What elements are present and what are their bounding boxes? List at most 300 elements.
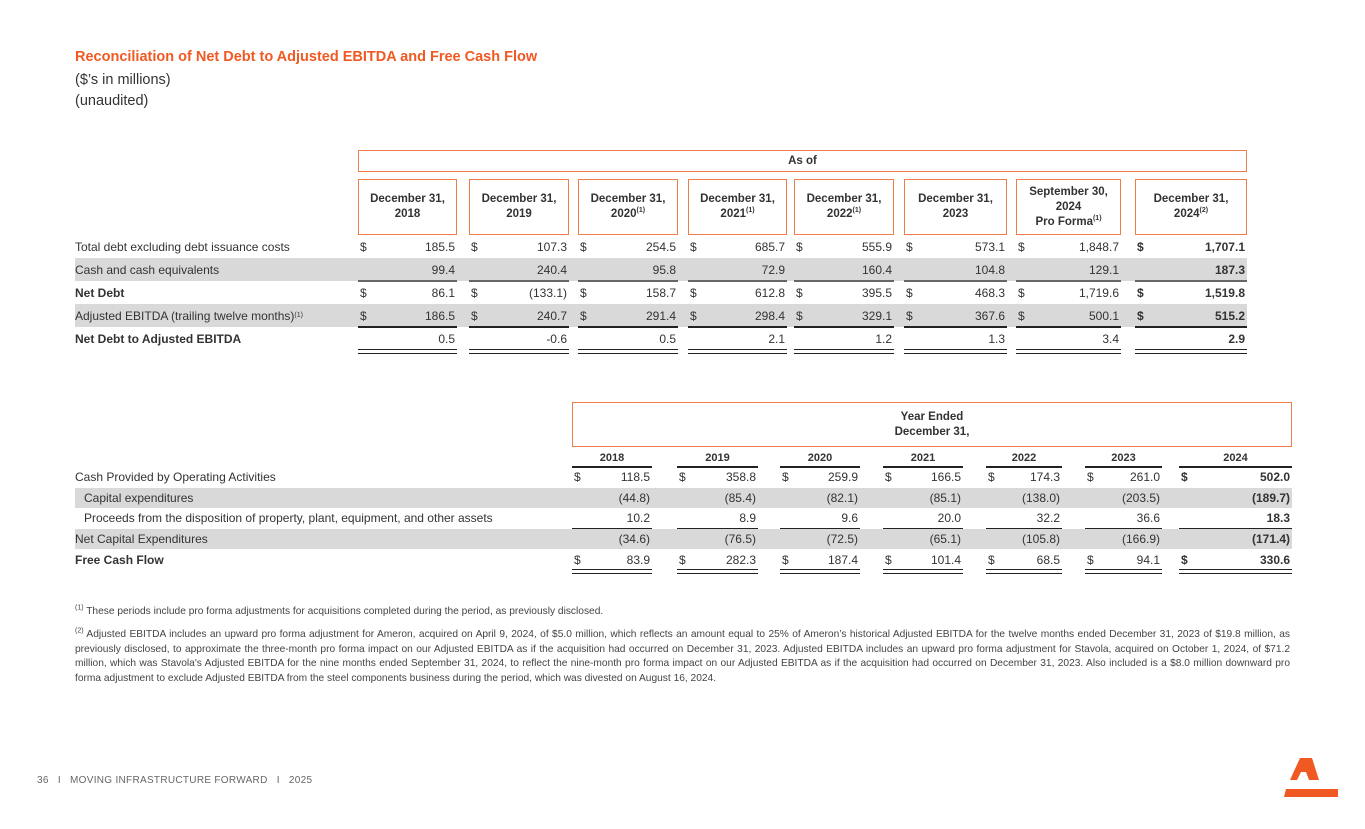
currency-symbol: $ — [580, 308, 587, 323]
currency-symbol: $ — [906, 285, 913, 300]
currency-symbol: $ — [690, 308, 697, 323]
cell-value: 367.6 — [974, 308, 1005, 323]
table-cell — [688, 304, 787, 327]
table-cell — [358, 304, 457, 327]
table-cell — [358, 235, 457, 258]
currency-symbol: $ — [1137, 285, 1144, 300]
double-underline — [572, 569, 652, 574]
cell-value: (85.4) — [724, 490, 756, 505]
underline — [688, 280, 787, 282]
cell-value: 187.4 — [827, 552, 858, 567]
cell-value: 298.4 — [754, 308, 785, 323]
underline — [780, 528, 860, 530]
footnote-ref: (1) — [636, 207, 646, 215]
currency-symbol: $ — [796, 308, 803, 323]
table-cell — [1135, 258, 1247, 281]
underline — [1085, 528, 1162, 530]
double-underline — [904, 349, 1007, 354]
double-underline — [986, 569, 1062, 574]
table-row — [75, 549, 1292, 570]
double-underline — [1016, 349, 1121, 354]
table-cell — [883, 549, 963, 570]
column-header-line: December 31, — [370, 193, 445, 205]
underline — [794, 326, 894, 328]
currency-symbol: $ — [580, 285, 587, 300]
column-header — [688, 179, 787, 235]
row-label: Cash Provided by Operating Activities — [75, 470, 276, 485]
footnote-ref: (2) — [1199, 207, 1209, 215]
cell-value: (72.5) — [826, 532, 858, 547]
cell-value: (76.5) — [724, 532, 756, 547]
footnote-ref: (1) — [852, 207, 862, 215]
column-header — [1016, 179, 1121, 235]
cell-value: (82.1) — [826, 490, 858, 505]
cell-value: -0.6 — [546, 331, 567, 346]
table-cell — [794, 327, 894, 350]
double-underline — [677, 569, 758, 574]
double-underline — [883, 569, 963, 574]
column-header — [794, 179, 894, 235]
table-cell — [1016, 327, 1121, 350]
currency-symbol: $ — [906, 308, 913, 323]
cell-value: 99.4 — [431, 262, 455, 277]
column-header-line: December 31, — [481, 193, 557, 205]
table-cell — [794, 235, 894, 258]
double-underline — [794, 349, 894, 354]
column-header — [469, 179, 569, 235]
column-header-line: September 30, — [1029, 185, 1108, 198]
column-header-line — [611, 207, 645, 222]
cell-value: 68.5 — [1036, 552, 1060, 567]
table-cell — [688, 281, 787, 304]
table-row — [75, 304, 1247, 327]
cell-value: 240.7 — [536, 308, 567, 323]
cell-value: 254.5 — [645, 239, 676, 254]
table-cell — [358, 327, 457, 350]
column-header — [1135, 179, 1247, 235]
year-header: 2018 — [599, 452, 625, 464]
currency-symbol: $ — [690, 239, 697, 254]
row-label-text: Adjusted EBITDA (trailing twelve months) — [75, 308, 295, 323]
currency-symbol: $ — [679, 552, 686, 567]
cell-value: 502.0 — [1259, 470, 1290, 485]
cell-value: (166.9) — [1121, 532, 1160, 547]
table-cell — [883, 508, 963, 529]
currency-symbol: $ — [360, 285, 367, 300]
double-underline — [1179, 569, 1292, 574]
cell-value: 187.3 — [1214, 262, 1245, 277]
column-header-line: December 31, — [590, 193, 666, 205]
cell-value: 1,707.1 — [1204, 239, 1245, 254]
cell-value: 20.0 — [937, 511, 961, 526]
footnote-text: These periods include pro forma adjustments for acquisitions completed during the period, as previously disclosed. — [83, 606, 604, 617]
currency-symbol: $ — [580, 239, 587, 254]
double-underline — [1085, 569, 1162, 574]
cell-value: 185.5 — [424, 239, 455, 254]
currency-symbol: $ — [1087, 470, 1094, 485]
column-header — [358, 179, 457, 235]
table-cell — [883, 488, 963, 509]
cell-value: 160.4 — [861, 262, 892, 277]
underline — [469, 326, 569, 328]
currency-symbol: $ — [906, 239, 913, 254]
column-header — [904, 179, 1007, 235]
cell-value: 240.4 — [536, 262, 567, 277]
cell-value: 36.6 — [1136, 511, 1160, 526]
cell-value: (85.1) — [929, 490, 961, 505]
table-cell — [986, 529, 1062, 550]
table-cell — [1016, 235, 1121, 258]
year-ended-date: December 31, — [894, 425, 970, 438]
cell-value: 685.7 — [754, 239, 785, 254]
column-header-line — [506, 207, 532, 222]
as-of-header: As of — [358, 150, 1247, 172]
unaudited-note: (unaudited) — [75, 93, 149, 109]
cell-value: 1,848.7 — [1078, 239, 1119, 254]
table-cell — [688, 327, 787, 350]
table-cell — [794, 304, 894, 327]
cell-value: (138.0) — [1021, 490, 1060, 505]
table-cell — [780, 488, 860, 509]
currency-symbol: $ — [679, 470, 686, 485]
table-cell — [1179, 508, 1292, 529]
table-row — [75, 488, 1292, 509]
table-cell — [578, 258, 678, 281]
table-cell — [986, 508, 1062, 529]
cell-value: (203.5) — [1121, 490, 1160, 505]
table-cell — [780, 549, 860, 570]
cell-value: 129.1 — [1088, 262, 1119, 277]
underline — [794, 280, 894, 282]
cell-value: 18.3 — [1266, 511, 1290, 526]
cell-value: 95.8 — [652, 262, 676, 277]
column-header-line — [395, 207, 421, 222]
cell-value: 1.2 — [875, 331, 892, 346]
page-footer — [37, 775, 312, 786]
separator: I — [57, 775, 61, 786]
double-underline — [688, 349, 787, 354]
table-cell — [794, 281, 894, 304]
table-cell — [469, 235, 569, 258]
column-header-line — [720, 207, 754, 222]
currency-symbol: $ — [360, 239, 367, 254]
column-header-line: December 31, — [700, 193, 775, 205]
cell-value: 612.8 — [754, 285, 785, 300]
year-header: 2024 — [1223, 452, 1248, 464]
row-label-text: Net Debt — [75, 285, 125, 300]
column-header — [578, 179, 678, 235]
table-cell — [578, 304, 678, 327]
column-header-line: December 31, — [1153, 193, 1229, 205]
table-cell — [904, 235, 1007, 258]
table-row — [75, 508, 1292, 529]
column-header-line: 2024 — [1055, 200, 1082, 213]
column-header-line — [827, 207, 861, 222]
cell-value: 158.7 — [645, 285, 676, 300]
cell-value: 330.6 — [1259, 552, 1290, 567]
cell-value: 86.1 — [431, 285, 455, 300]
cell-value: 8.9 — [739, 511, 756, 526]
cell-value: (171.4) — [1251, 532, 1290, 547]
row-label — [75, 235, 290, 258]
underline — [572, 528, 652, 530]
currency-symbol: $ — [885, 552, 892, 567]
table-cell — [986, 467, 1062, 488]
year-ended-label: Year Ended — [900, 410, 964, 423]
underline — [578, 280, 678, 282]
page-number: 36 — [37, 775, 49, 786]
currency-symbol: $ — [1181, 552, 1188, 567]
cell-value: 1,719.6 — [1078, 285, 1119, 300]
currency-symbol: $ — [796, 239, 803, 254]
year-header: 2020 — [807, 452, 833, 464]
column-header-year: Pro Forma — [1035, 215, 1093, 228]
year-header: 2022 — [1011, 452, 1037, 464]
underline — [904, 280, 1007, 282]
row-label — [75, 327, 241, 350]
column-header-line: December 31, — [806, 193, 882, 205]
cell-value: 107.3 — [536, 239, 567, 254]
cell-value: 101.4 — [930, 552, 961, 567]
year-header: 2023 — [1111, 452, 1136, 464]
cell-value: 468.3 — [974, 285, 1005, 300]
table-cell — [688, 258, 787, 281]
column-header-year: 2023 — [942, 208, 969, 220]
table-cell — [677, 488, 758, 509]
tagline: MOVING INFRASTRUCTURE FORWARD — [70, 775, 268, 786]
column-header-year: 2020 — [610, 208, 637, 220]
table-cell — [1135, 327, 1247, 350]
currency-symbol: $ — [360, 308, 367, 323]
row-label: Adjusted EBITDA (trailing twelve months) (1) — [75, 308, 303, 323]
footnote-mark: (2) — [75, 627, 84, 635]
table-cell — [572, 488, 652, 509]
table-cell — [358, 281, 457, 304]
table-cell — [358, 258, 457, 281]
cell-value: 329.1 — [861, 308, 892, 323]
underline — [469, 280, 569, 282]
table-cell — [904, 304, 1007, 327]
underline — [677, 528, 758, 530]
cell-value: 72.9 — [761, 262, 785, 277]
cell-value: (65.1) — [929, 532, 961, 547]
table-row — [75, 235, 1247, 258]
table-cell — [1179, 488, 1292, 509]
double-underline — [469, 349, 569, 354]
arcosa-a-logo-icon — [1284, 755, 1340, 800]
cell-value: 573.1 — [974, 239, 1005, 254]
table-cell — [780, 508, 860, 529]
currency-symbol: $ — [471, 239, 478, 254]
currency-symbol: $ — [796, 285, 803, 300]
table-cell — [883, 529, 963, 550]
underline — [1135, 280, 1247, 282]
year-header: 2021 — [910, 452, 936, 464]
footnote-ref: (1) — [1092, 214, 1102, 222]
table-cell — [469, 258, 569, 281]
table-row — [75, 529, 1292, 550]
table-cell — [572, 508, 652, 529]
table-cell — [883, 467, 963, 488]
currency-symbol: $ — [1018, 239, 1025, 254]
cell-value: 186.5 — [424, 308, 455, 323]
double-underline — [780, 569, 860, 574]
footnote-ref: (1) — [746, 207, 755, 215]
units-note: ($’s in millions) — [75, 72, 171, 88]
row-label-text: Cash and cash equivalents — [75, 262, 220, 277]
row-label: Net Capital Expenditures — [75, 532, 208, 547]
cell-value: 1,519.8 — [1204, 285, 1245, 300]
table-row — [75, 258, 1247, 281]
table-cell — [1016, 304, 1121, 327]
footnote-mark: (1) — [75, 604, 84, 612]
underline — [358, 326, 457, 328]
currency-symbol: $ — [885, 470, 892, 485]
currency-symbol: $ — [574, 552, 581, 567]
column-header-line — [1174, 207, 1208, 222]
table-cell — [1135, 281, 1247, 304]
cell-value: 395.5 — [861, 285, 892, 300]
column-header-line — [1035, 215, 1101, 230]
underline — [1135, 326, 1247, 328]
currency-symbol: $ — [471, 285, 478, 300]
table-cell — [1135, 304, 1247, 327]
underline — [1016, 280, 1121, 282]
table-cell — [578, 235, 678, 258]
table-cell — [578, 327, 678, 350]
cell-value: 259.9 — [827, 470, 858, 485]
currency-symbol: $ — [1137, 239, 1144, 254]
currency-symbol: $ — [782, 470, 789, 485]
currency-symbol: $ — [690, 285, 697, 300]
cell-value: 10.2 — [626, 511, 650, 526]
footnote-text: Adjusted EBITDA includes an upward pro forma adjustment for Ameron, acquired on April 9, 2024, of $5.0 million, which reflects an amount equal to 25% of Ameron’s historical Adjusted EBITDA for the twelve months ended December 31, 2023 of $19.8 million, as previously disclosed, to approximate the three-month pro forma impact on our Adjusted EBITDA as if the acquisition had occurred on December 31, 2023. Adjusted EBITDA includes an upward pro forma adjustment for Stavola, acquired on October 1, 2024, of $71.2 million, which was Stavola's Adjusted EBITDA for the nine months ended September 31, 2024, to reflect the nine-month pro forma impact on our Adjusted EBITDA as if the acquisition had occurred on December 31, 2023. Also included is a $8.0 million downward pro forma adjustment to exclude Adjusted EBITDA from the steel components business during the period, which was divested on August 16, 2024. — [75, 629, 1290, 684]
cell-value: 261.0 — [1129, 470, 1160, 485]
row-label: Capital expenditures — [84, 490, 194, 505]
row-label-text: Total debt excluding debt issuance costs — [75, 239, 290, 254]
double-underline — [1135, 349, 1247, 354]
table-cell — [677, 529, 758, 550]
column-header-year: 2022 — [826, 208, 853, 220]
cell-value: 358.8 — [725, 470, 756, 485]
cell-value: 166.5 — [930, 470, 961, 485]
underline — [986, 528, 1062, 530]
table-cell — [780, 467, 860, 488]
table-cell — [986, 488, 1062, 509]
footnote-1 — [75, 605, 1290, 620]
table-cell — [469, 304, 569, 327]
currency-symbol: $ — [1137, 308, 1144, 323]
currency-symbol: $ — [471, 308, 478, 323]
cell-value: 282.3 — [725, 552, 756, 567]
table-cell — [1016, 258, 1121, 281]
cell-value: 94.1 — [1136, 552, 1160, 567]
double-underline — [578, 349, 678, 354]
table-cell — [904, 281, 1007, 304]
table-cell — [1135, 235, 1247, 258]
table-row — [75, 281, 1247, 304]
cell-value: 104.8 — [974, 262, 1005, 277]
cell-value: (34.6) — [618, 532, 650, 547]
underline — [688, 326, 787, 328]
table-row — [75, 327, 1247, 350]
cell-value: 0.5 — [659, 331, 676, 346]
page-title: Reconciliation of Net Debt to Adjusted EBITDA and Free Cash Flow — [75, 49, 538, 65]
column-header-year: 2021 — [720, 208, 747, 220]
table-cell — [1085, 549, 1162, 570]
row-label — [75, 258, 219, 281]
table-row — [75, 467, 1292, 488]
underline — [883, 528, 963, 530]
separator: I — [276, 775, 280, 786]
cell-value: 291.4 — [645, 308, 676, 323]
cell-value: 515.2 — [1214, 308, 1245, 323]
footnote-2 — [75, 628, 1290, 686]
cell-value: (189.7) — [1251, 490, 1290, 505]
table-cell — [986, 549, 1062, 570]
underline — [1179, 528, 1292, 530]
currency-symbol: $ — [988, 552, 995, 567]
currency-symbol: $ — [1018, 308, 1025, 323]
underline — [1016, 326, 1121, 328]
row-label-text: Net Debt to Adjusted EBITDA — [75, 331, 242, 346]
table-cell — [677, 508, 758, 529]
table-cell — [780, 529, 860, 550]
row-label: Free Cash Flow — [75, 552, 164, 567]
underline — [358, 280, 457, 282]
underline — [578, 326, 678, 328]
underline — [904, 326, 1007, 328]
cell-value: 0.5 — [438, 331, 455, 346]
cell-value: 2.1 — [768, 331, 785, 346]
column-header-year: 2018 — [394, 208, 421, 220]
row-label: Proceeds from the disposition of property, plant, equipment, and other assets — [84, 511, 493, 526]
currency-symbol: $ — [1087, 552, 1094, 567]
double-underline — [358, 349, 457, 354]
table-cell — [1085, 529, 1162, 550]
table-cell — [688, 235, 787, 258]
table-cell — [1179, 549, 1292, 570]
currency-symbol: $ — [1181, 470, 1188, 485]
column-header-line: December 31, — [918, 193, 993, 205]
table-cell — [578, 281, 678, 304]
table-cell — [572, 529, 652, 550]
table-cell — [794, 258, 894, 281]
table-cell — [904, 258, 1007, 281]
table-cell — [572, 467, 652, 488]
cell-value: 1.3 — [988, 331, 1005, 346]
cell-value: 2.9 — [1228, 331, 1245, 346]
cell-value: 3.4 — [1102, 331, 1119, 346]
table-cell — [1085, 508, 1162, 529]
cell-value: (105.8) — [1021, 532, 1060, 547]
row-label — [75, 281, 124, 304]
currency-symbol: $ — [574, 470, 581, 485]
cell-value: 9.6 — [841, 511, 858, 526]
table-cell — [469, 327, 569, 350]
table-cell — [469, 281, 569, 304]
table-cell — [1085, 488, 1162, 509]
cell-value: (44.8) — [618, 490, 650, 505]
cell-value: 555.9 — [861, 239, 892, 254]
footer-year: 2025 — [288, 775, 313, 786]
table-cell — [1179, 529, 1292, 550]
cell-value: 118.5 — [620, 470, 650, 485]
currency-symbol: $ — [988, 470, 995, 485]
cell-value: 32.2 — [1036, 511, 1060, 526]
column-header-year: 2019 — [506, 208, 532, 220]
year-header: 2019 — [705, 452, 730, 464]
